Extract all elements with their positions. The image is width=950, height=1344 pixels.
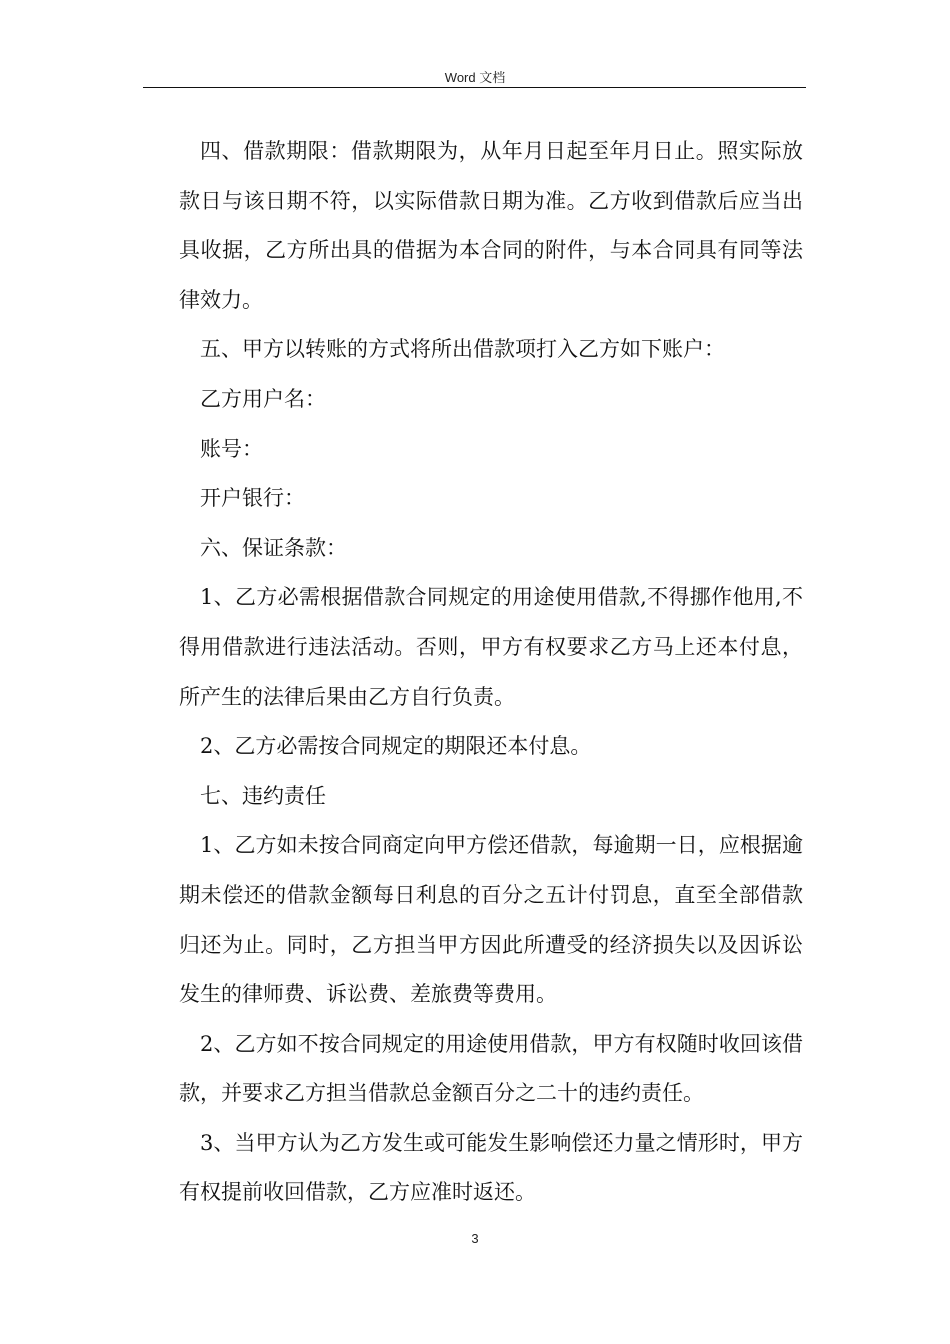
page-number: 3 <box>471 1231 479 1246</box>
page-header: Word 文档 <box>444 70 506 85</box>
paragraph-breach-2: 2、乙方如不按合同规定的用途使用借款，甲方有权随时收回该借款，并要求乙方担当借款总金额百分之二十的违约责任。 <box>179 1031 803 1106</box>
header-divider <box>143 87 806 88</box>
paragraph-bank: 开户银行： <box>200 486 305 511</box>
document-body <box>179 127 803 1218</box>
paragraph-guarantee-1: 1、乙方必需根据借款合同规定的用途使用借款,不得挪作他用,不得用借款进行违法活动。否则，甲方有权要求乙方马上还本付息，所产生的法律后果由乙方自行负责。 <box>179 585 803 709</box>
paragraph-breach-3: 3、当甲方认为乙方发生或可能发生影响偿还力量之情形时，甲方有权提前收回借款，乙方应准时返还。 <box>179 1130 803 1205</box>
paragraph-account-number: 账号： <box>200 436 263 461</box>
paragraph-guarantee-2: 2、乙方必需按合同规定的期限还本付息。 <box>200 734 592 759</box>
paragraph-account-name: 乙方用户名： <box>200 386 326 411</box>
paragraph-loan-term: 四、借款期限：借款期限为，从年月日起至年月日止。照实际放款日与该日期不符，以实际借款日期为准。乙方收到借款后应当出具收据，乙方所出具的借据为本合同的附件，与本合同具有同等法律效力。 <box>179 139 803 312</box>
heading-guarantee-clause: 六、保证条款： <box>200 535 347 560</box>
paragraph-breach-1: 1、乙方如未按合同商定向甲方偿还借款，每逾期一日，应根据逾期未偿还的借款金额每日利息的百分之五计付罚息，直至全部借款归还为止。同时，乙方担当甲方因此所遭受的经济损失以及因诉讼发生的律师费、诉讼费、差旅费等费用。 <box>179 833 803 1007</box>
paragraph-transfer-method: 五、甲方以转账的方式将所出借款项打入乙方如下账户： <box>200 337 725 362</box>
heading-breach-liability: 七、违约责任 <box>200 783 326 808</box>
